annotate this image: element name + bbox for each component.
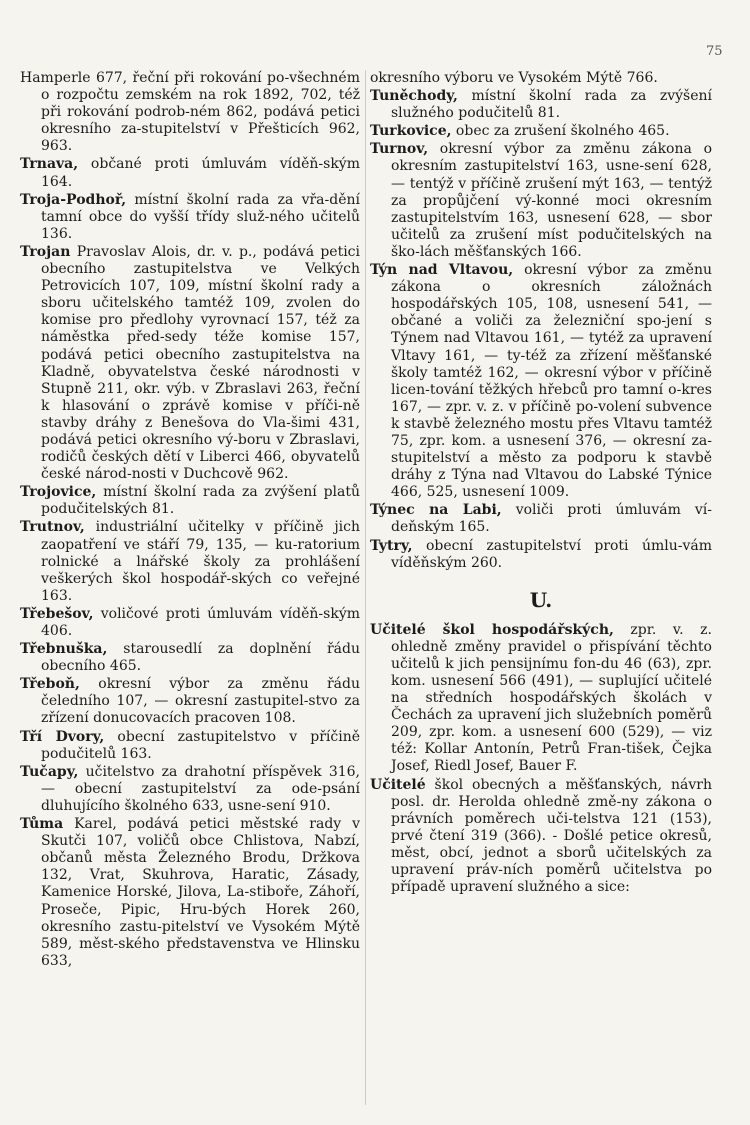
index-entry [20,519,360,604]
column-divider [365,70,366,1105]
right-column [370,70,712,897]
entry-headword: Trutnov, [20,519,85,536]
entry-text: místní školní rada za vřa-dění tamní obce do vyšší třídy služ-ného učitelů 136. [41,191,360,242]
index-entry [370,262,712,501]
entry-headword: Týnec na Labi, [370,502,502,519]
entry-headword: Třeboň, [20,676,80,693]
index-entry [370,502,712,536]
entry-text: místní školní rada za zvýšení služného podučitelů 81. [391,88,712,122]
entry-headword: Učitelé [370,776,426,793]
entry-headword: Troja-Podhoř, [20,191,127,208]
right-column-top [370,70,712,572]
index-entry [370,538,712,572]
index-entry [20,764,360,815]
index-entry [20,156,360,190]
entry-text: industriální učitelky v příčině jich zaopatření ve stáří 79, 135, — ku-ratorium rolnické a lnářské školy za prohlášení veškerých škol hospodář-ských co veřejné 163. [41,519,360,604]
entry-text: obec za zrušení školného 465. [451,123,670,140]
index-entry [20,729,360,763]
entry-headword: Turnov, [370,141,429,158]
entry-headword: Třebešov, [20,605,94,622]
index-entry [20,641,360,675]
index-entry [370,777,712,897]
entry-headword: Tří Dvory, [20,728,105,745]
entry-text: škol obecných a měšťanských, návrh posl. dr. Herolda ohledně změ-ny zákona o právních poměrech uči-telstva 121 (153), prvé čtení 319 (366). - Došlé petice okresů, měst, obcí, jednot a sborů učitelských za upravení práv-ních poměrů učitelstva po případě upravení služného a sice: [391,776,712,896]
entry-text: okresní výbor za změnu řádu čeledního 107, — okresní zastupitel-stvo za zřízení donucovacích pracoven 108. [41,676,360,727]
entry-headword: Třebnuška, [20,641,108,658]
index-entry [370,88,712,122]
entry-headword: Tučapy, [20,763,79,780]
entry-text: Hamperle 677, řeční při rokování po-všechném o rozpočtu zemském na rok 1892, 702, též při rokování podrob-ném 862, podává petici okresního za-stupitelství v Přešticích 962, 963. [20,70,360,155]
index-entry [370,141,712,261]
index-entry [370,123,712,140]
index-entry [20,192,360,243]
entry-text: voliči proti úmluvám ví-deňským 165. [391,502,712,536]
entry-text: obecní zastupitelství proti úmlu-vám víděňským 260. [391,537,712,571]
entry-text: Karel, podává petici městské rady v Skutči 107, voličů obce Chlistova, Nabzí, občanů města Železného Brodu, Držkova 132, Vrat, Skuhrova, Haratic, Zásady, Kamenice Horské, Jilova, La-stiboře, Záhoří, Proseče, Pipic, Hru-bých Horek 260, okresního zastu-pitelství ve Vysokém Mýtě 589, měst-ského představenstva ve Hlinsku 633, [41,816,360,969]
entry-text: místní školní rada za zvýšení platů podučitelských 81. [41,484,360,518]
index-entry [20,606,360,640]
entry-headword: Týn nad Vltavou, [370,262,514,279]
index-entry [370,70,712,87]
index-entry [20,816,360,970]
left-column [20,70,360,971]
section-heading: U. [529,587,553,612]
entry-text: Pravoslav Alois, dr. v. p., podává petici obecního zastupitelstva ve Velkých Petrovicích 107, 109, místní školní rady a sboru učitelského tamtéž 109, zvolen do komise pro předlohy vyrovnací 157, též za náměstka před-sedy téže komise 157, podává petici obecního zastupitelstva na Kladně, obyvatelstva české národnosti v Stupně 211, okr. výb. v Zbraslavi 263, řeční k hlasování o zprávě komise v příči-ně stavby dráhy z Benešova do Vla-šimi 431, podává petici okresního vý-boru v Zbraslavi, rodičů českých dětí v Liberci 466, obyvatelů české národ-nosti v Duchcově 962. [41,243,360,483]
entry-text: okresní výbor za změnu zákona o okresních záložnách hospodářských 105, 108, usnesení 541, — občané a voliči za železniční spo-jení s Týnem nad Vltavou 161, — tytéž za upravení Vltavy 161, — ty-též za zřízení měšťanské školy tamtéž 162, — okresní výbor v příčině licen-tování těžkých hřebců pro tamní o-kres 167, — zpr. v. z. v příčině po-volení subvence k stavbě železného mostu přes Vltavu tamtéž 75, zpr. kom. a usnesení 376, — okresní za-stupitelství a město za podporu k stavbě dráhy z Týna nad Vltavou do Labské Týnice 466, 525, usnesení 1009. [391,262,712,501]
entry-text: občané proti úmluvám víděň-ským 164. [41,156,360,190]
entry-headword: Učitelé škol hospodářských, [370,621,614,638]
index-entry [370,622,712,776]
index-entry [20,244,360,483]
entry-headword: Turkovice, [370,123,452,140]
entry-text: okresní výbor za změnu zákona o okresním zastupitelství 163, usne-sení 628, — tentýž v příčině zrušení mýt 163, — tentýž za propůjčení vý-konné moci okresním zastupitelstvím 163, usnesení 628, — sbor učitelů za zrušení míst podučitelských na ško-lách měšťanských 166. [391,141,712,260]
entry-headword: Trojan [20,243,71,260]
entry-text: obecní zastupitelstvo v příčině podučitelů 163. [41,728,360,762]
entry-headword: Trojovice, [20,484,97,501]
index-entry [20,676,360,727]
entry-headword: Tuněchody, [370,88,458,105]
entry-headword: Trnava, [20,156,79,173]
entry-headword: Tytry, [370,537,413,554]
entry-text: okresního výboru ve Vysokém Mýtě 766. [370,70,658,86]
entry-text: učitelstvo za drahotní příspěvek 316, — obecní zastupitelství za ode-psání dluhujícího školného 633, usne-sení 910. [41,763,360,814]
entry-headword: Tůma [20,816,64,833]
right-column-bottom [370,622,712,897]
index-entry [20,70,360,155]
entry-text: voličové proti úmluvám víděň-ským 406. [41,605,360,639]
page-number: 75 [706,44,723,59]
entry-text: starousedlí za doplnění řádu obecního 465. [41,641,360,675]
entry-text: zpr. v. z. ohledně změny pravidel o přispívání těchto učitelů k jich pensijnímu fon-du 46 (63), zpr. kom. usnesení 566 (491), — suplující učitelé na středních hospodářských školách v Čechách za upravení jich služebních poměrů 209, zpr. kom. a usnesení 600 (529), — viz též: Kollar Antonín, Petrů Fran-tišek, Čejka Josef, Riedl Josef, Bauer F. [391,621,712,775]
index-entry [20,484,360,518]
